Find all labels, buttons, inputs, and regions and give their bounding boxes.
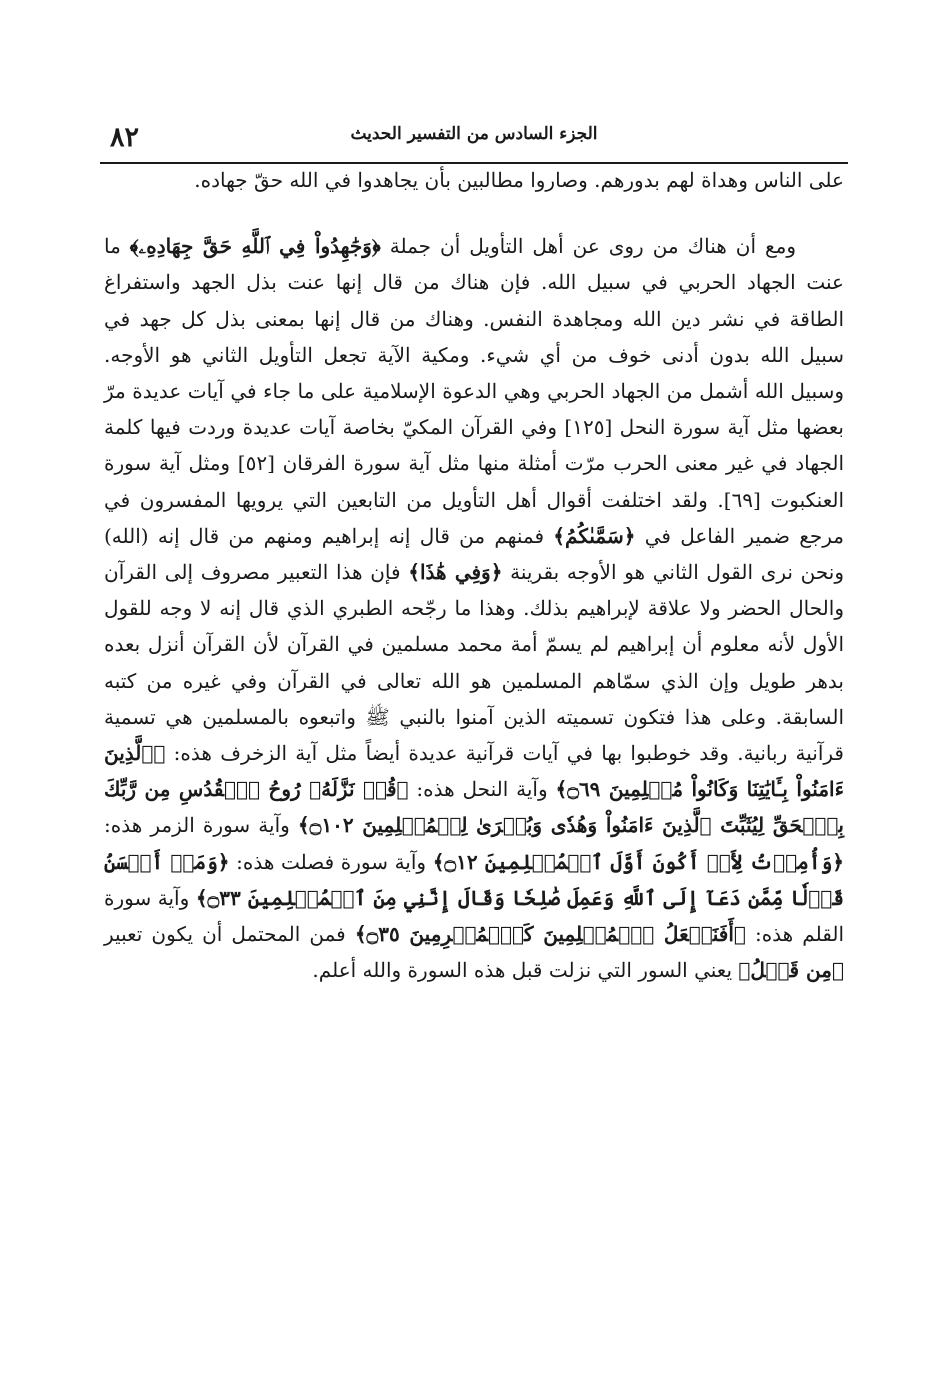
quran-verse: ﴿أَفَنَجۡعَلُ ٱلۡمُسۡلِمِينَ كَٱلۡمُجۡرِمِينَ ۝٣٥﴾ (354, 922, 746, 947)
quran-verse: ﴿قُلۡ نَزَّلَهُۥ رُوحُ ٱلۡقُدُسِ مِن رَّبِّكَ بِٱلۡحَقِّ لِيُثَبِّتَ ٱلَّذِينَ ءَامَنُواْ وَهُدٗى وَبُشۡرَىٰ لِلۡمُسۡلِمِينَ ۝١٠٢﴾ (104, 777, 845, 838)
opening-line: على الناس وهداة لهم بدورهم. وصاروا مطالبين بأن يجاهدوا في الله حقّ جهاده. (194, 168, 844, 192)
text-segment: فمنهم من قال إنه إبراهيم ومنهم من قال إنه (الله) ونحن نرى القول الثاني هو الأوجه بقرينة (104, 523, 844, 585)
quran-verse: ﴿وَفِي هَٰذَا﴾ (408, 560, 503, 585)
text-segment: فمن المحتمل أن يكون تعبير (104, 922, 346, 947)
text-segment: وآية سورة الزمر هذه: (104, 813, 290, 838)
quran-verse: ﴿وَجَٰهِدُواْ فِي ٱللَّهِ حَقَّ جِهَادِهِۦ﴾ (129, 234, 381, 259)
running-title: الجزء السادس من التفسير الحديث (350, 124, 598, 144)
quran-verse: ﴿مِن قَبۡلُ﴾ (738, 958, 844, 983)
text-segment: وآية النحل هذه: (416, 777, 548, 802)
page-number: ٨٢ (110, 122, 140, 153)
text-segment: ومع أن هناك من روى عن أهل التأويل أن جملة (389, 234, 796, 259)
main-paragraph (104, 228, 844, 988)
text-segment: فإن هذا التعبير مصروف إلى القرآن والحال الحضر ولا علاقة لإبراهيم بذلك. وهذا ما رجّحه الطبري الذي قال إنه لا وجه للقول الأول لأنه معلوم أن إبراهيم لم يسمّ أمة محمد مسلمين في القرآن لأن القرآن أنزل بعده بدهر طويل وإن الذي سمّاهم المسلمين هو الله تعالى في القرآن وفي غيره من كتبه السابقة. وعلى هذا فتكون تسميته الذين آمنوا بالنبي ﷺ واتبعوه بالمسلمين هي تسمية قرآنية ربانية. وقد خوطبوا بها في آيات قرآنية عديدة أيضاً مثل آية الزخرف هذه: (104, 560, 844, 766)
page-header (100, 118, 848, 160)
body-text (104, 162, 844, 988)
quran-verse: ﴿ٱلَّذِينَ ءَامَنُواْ بِـَٔايَٰتِنَا وَكَانُواْ مُسۡلِمِينَ ۝٦٩﴾ (104, 741, 844, 802)
text-segment: يعني السور التي نزلت قبل هذه السورة والله أعلم. (312, 958, 733, 983)
text-segment: ما عنت الجهاد الحربي في سبيل الله. فإن هناك من قال إنها عنت بذل الجهد واستفراغ الطاقة في نشر دين الله ومجاهدة النفس. وهناك من قال إنها بمعنى بذل كل جهد في سبيل الله بدون أدنى خوف من أي شيء. ومكية الآية تجعل التأويل الثاني هو الأوجه. وسبيل الله أشمل من الجهاد الحربي وهي الدعوة الإسلامية على ما جاء في آيات عديدة مرّ بعضها مثل آية سورة النحل [١٢٥] وفي القرآن المكيّ بخاصة آيات عديدة وردت فيها كلمة الجهاد في غير معنى الحرب مرّت أمثلة منها مثل آية سورة الفرقان [٥٢] ومثل آية سورة العنكبوت [٦٩]. ولقد اختلفت أقوال أهل التأويل من التابعين التي يرويها المفسرون في مرجع ضمير الفاعل في (104, 234, 845, 548)
quran-verse: ﴿وَمَنۡ أَحۡسَنُ قَوۡلٗا مِّمَّن دَعَآ إِلَى ٱللَّهِ وَعَمِلَ صَٰلِحٗا وَقَالَ إِنَّنِي مِنَ ٱلۡمُسۡلِمِينَ ۝٣٣﴾ (104, 849, 845, 910)
text-segment: وآية سورة فصلت هذه: (236, 849, 427, 874)
quran-verse: ﴿سَمَّىٰكُمُ﴾ (553, 523, 636, 548)
text-segment: وآية سورة القلم هذه: (104, 885, 845, 947)
quran-verse: ﴿وَأُمِرۡتُ لِأَنۡ أَكُونَ أَوَّلَ ٱلۡمُسۡلِمِينَ ۝١٢﴾ (432, 849, 845, 874)
